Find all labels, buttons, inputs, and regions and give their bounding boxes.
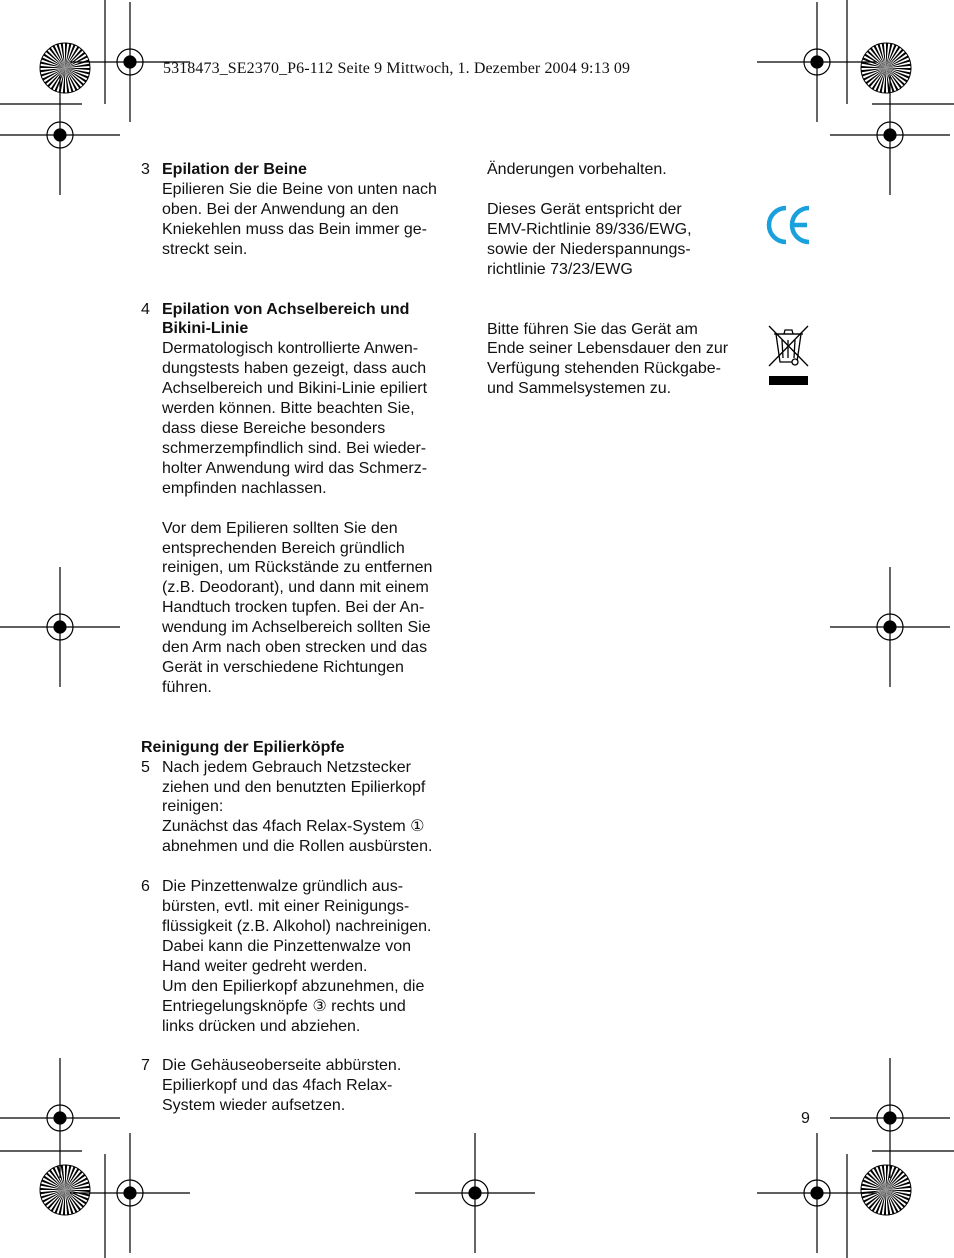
crossed-out-wheelie-bin-icon	[766, 322, 812, 388]
text-line: (z.B. Deodorant), und dann mit einem	[162, 579, 429, 597]
text-line: und Sammelsystemen zu.	[487, 380, 672, 398]
text-line: links drücken und abziehen.	[162, 1017, 361, 1035]
text-line: ziehen und den benutzten Epilierkopf	[162, 778, 426, 796]
instruction-item-6	[141, 877, 466, 1036]
registration-mark	[415, 1133, 535, 1253]
starburst-target	[861, 43, 911, 93]
text-line: empfinden nachlassen.	[162, 479, 327, 497]
reservation-note: Änderungen vorbehalten.	[487, 161, 667, 178]
text-line: Nach jedem Gebrauch Netzstecker	[162, 758, 411, 776]
text-line: Gerät in verschiedene Richtungen	[162, 658, 404, 676]
item-title: Epilation der Beine	[162, 161, 307, 178]
registration-mark	[830, 567, 950, 687]
text-line: reinigen, um Rückstände zu entfernen	[162, 559, 433, 577]
text-line: holter Anwendung wird das Schmerz-	[162, 459, 428, 477]
text-line: Hand weiter gedreht werden.	[162, 957, 368, 975]
right-column	[487, 160, 762, 399]
text-line: Zunächst das 4fach Relax-System ①	[162, 818, 425, 836]
text-line: Bitte führen Sie das Gerät am	[487, 320, 698, 338]
text-line: Dabei kann die Pinzettenwalze von	[162, 937, 412, 955]
text-line: Epilierkopf und das 4fach Relax-	[162, 1077, 393, 1095]
conformity-text	[487, 200, 762, 280]
item-number: 6	[141, 878, 150, 896]
section-heading: Reinigung der Epilierköpfe	[141, 738, 345, 756]
text-line: oben. Bei der Anwendung an den	[162, 200, 399, 218]
item-title: Epilation von Achselbereich und	[162, 300, 410, 318]
text-line: führen.	[162, 678, 212, 696]
text-line: Entriegelungsknöpfe ③ rechts und	[162, 997, 406, 1015]
text-line: EMV-Richtlinie 89/336/EWG,	[487, 220, 692, 238]
page-number: 9	[801, 1110, 810, 1127]
text-line: Achselbereich und Bikini-Linie epiliert	[162, 380, 428, 398]
item-title: Bikini-Linie	[162, 320, 249, 338]
text-line: bürsten, evtl. mit einer Reinigungs-	[162, 898, 410, 916]
text-line: dungstests haben gezeigt, dass auch	[162, 360, 427, 378]
registration-mark	[0, 1058, 120, 1178]
text-line: wendung im Achselbereich sollten Sie	[162, 619, 431, 637]
item-number: 7	[141, 1057, 150, 1075]
text-line: Die Pinzettenwalze gründlich aus-	[162, 878, 404, 896]
text-line: Vor dem Epilieren sollten Sie den	[162, 519, 398, 537]
starburst-target	[40, 43, 90, 93]
text-line: sowie der Niederspannungs-	[487, 240, 691, 258]
instruction-item-4	[141, 300, 466, 698]
text-line: schmerzempfindlich sind. Bei wieder-	[162, 439, 427, 457]
text-line: abnehmen und die Rollen ausbürsten.	[162, 838, 433, 856]
text-line: Dieses Gerät entspricht der	[487, 200, 682, 218]
ce-mark-icon	[766, 203, 812, 247]
registration-mark	[830, 1058, 950, 1178]
text-line: Die Gehäuseoberseite abbürsten.	[162, 1057, 402, 1075]
text-line: Um den Epilierkopf abzunehmen, die	[162, 977, 425, 995]
text-line: flüssigkeit (z.B. Alkohol) nachreinigen.	[162, 918, 432, 935]
text-line: Ende seiner Lebensdauer den zur	[487, 340, 729, 358]
header-slug: 5318473_SE2370_P6-112 Seite 9 Mittwoch, 1. Dezember 2004 9:13 09	[163, 60, 631, 77]
starburst-target	[40, 1165, 90, 1215]
item-number: 4	[141, 300, 150, 318]
instruction-item-7	[141, 1056, 466, 1116]
starburst-target	[861, 1165, 911, 1215]
instruction-item-3	[141, 160, 466, 260]
text-line: Dermatologisch kontrollierte Anwen-	[162, 340, 419, 358]
item-number: 3	[141, 161, 150, 178]
text-line: richtlinie 73/23/EWG	[487, 260, 633, 278]
text-line: Handtuch trocken tupfen. Bei der An-	[162, 599, 425, 617]
text-line: Kniekehlen muss das Bein immer ge-	[162, 220, 428, 238]
disposal-text	[487, 320, 762, 400]
text-line: Epilieren Sie die Beine von unten nach	[162, 180, 437, 198]
instruction-item-5	[141, 758, 466, 858]
registration-mark	[757, 1133, 877, 1253]
text-line: Verfügung stehenden Rückgabe-	[487, 360, 721, 378]
text-line: dass diese Bereiche besonders	[162, 419, 386, 437]
text-line: den Arm nach oben strecken und das	[162, 639, 428, 657]
item-number: 5	[141, 758, 150, 776]
left-column	[141, 160, 466, 1116]
text-line: entsprechenden Bereich gründlich	[162, 539, 405, 557]
registration-mark	[757, 2, 877, 122]
text-line: streckt sein.	[162, 240, 248, 258]
text-line: System wieder aufsetzen.	[162, 1097, 346, 1115]
registration-mark	[70, 1133, 190, 1253]
text-line: reinigen:	[162, 798, 224, 816]
text-line: werden können. Bitte beachten Sie,	[162, 400, 415, 418]
registration-mark	[0, 567, 120, 687]
